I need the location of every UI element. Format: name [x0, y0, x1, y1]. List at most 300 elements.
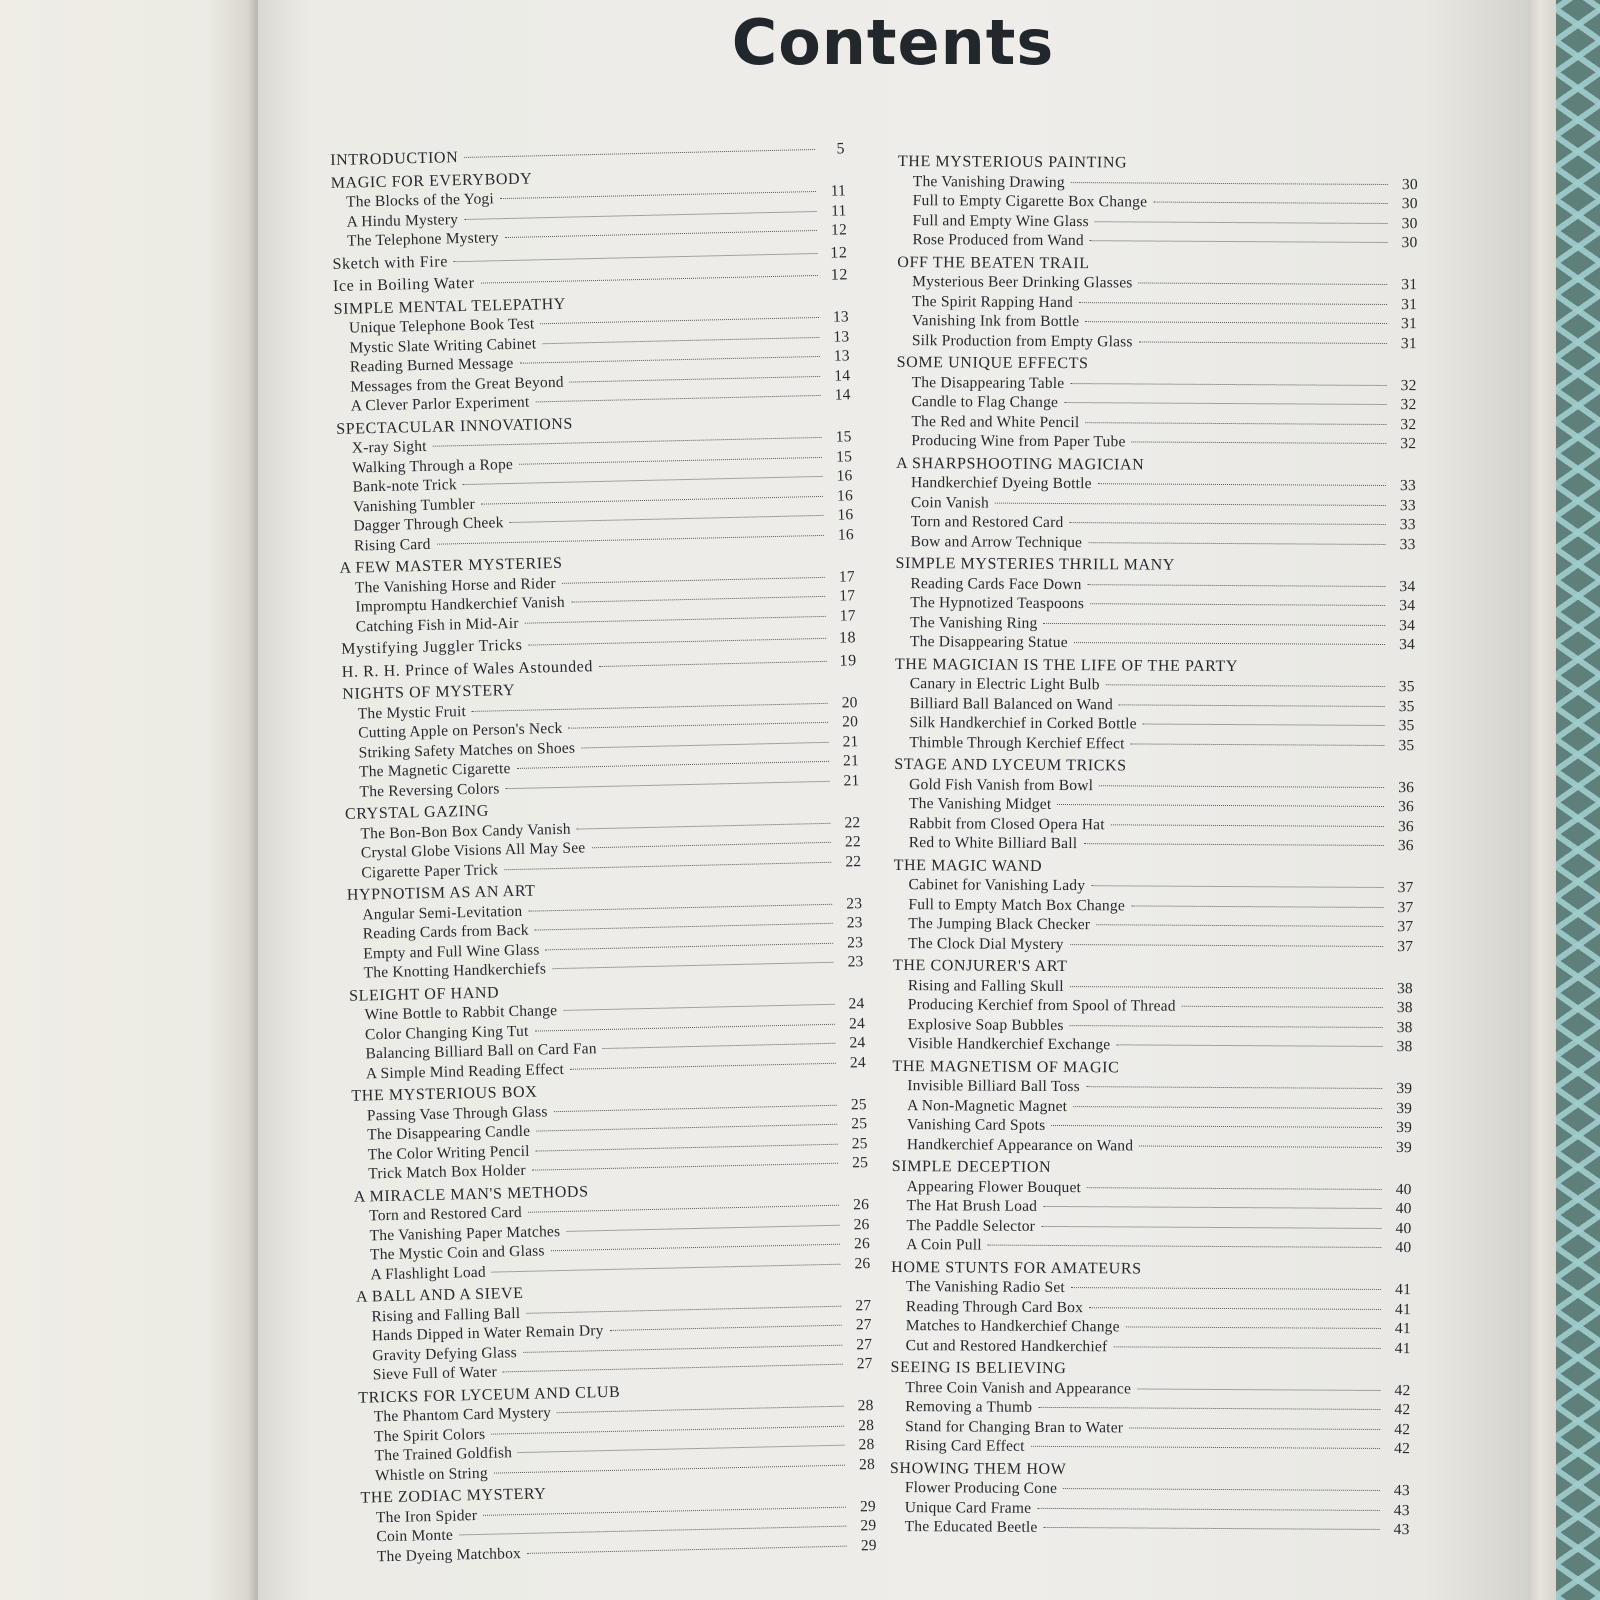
page-number: 28 — [857, 1416, 875, 1434]
page-number: 15 — [835, 428, 852, 446]
entry-title: Mystic Slate Writing Cabinet — [349, 334, 537, 357]
entry-title: The Trained Goldfish — [374, 1444, 513, 1465]
toc-entry — [894, 732, 1414, 755]
toc-left-column — [330, 139, 877, 1569]
entry-title: Flower Producing Cone — [904, 1479, 1058, 1497]
page-number: 23 — [846, 914, 863, 932]
dot-leader — [532, 1162, 838, 1171]
page-number: 35 — [1398, 736, 1415, 754]
page-number: 14 — [834, 366, 851, 385]
entry-title: Passing Vase Through Glass — [366, 1102, 548, 1124]
toc-entry — [890, 1436, 1410, 1459]
entry-title: THE ZODIAC MYSTERY — [360, 1485, 547, 1507]
entry-title: The Vanishing Midget — [908, 795, 1052, 813]
toc-entry — [895, 632, 1415, 655]
page-number: 23 — [846, 894, 863, 912]
page-number: 16 — [836, 486, 854, 505]
toc-section — [894, 755, 1415, 856]
page-number: 26 — [852, 1196, 870, 1214]
dot-leader — [1131, 904, 1383, 908]
page-number: 41 — [1394, 1320, 1411, 1338]
entry-title: Reading Burned Message — [349, 354, 514, 376]
dot-leader — [459, 1525, 846, 1536]
page-number: 40 — [1395, 1200, 1412, 1218]
dot-leader — [571, 595, 825, 603]
dot-leader — [1064, 401, 1386, 405]
page-number: 30 — [1401, 195, 1418, 213]
entry-title: Explosive Soap Bubbles — [907, 1015, 1064, 1034]
page-number: 30 — [1401, 234, 1418, 252]
entry-title: The Disappearing Statue — [909, 633, 1068, 652]
page-number: 31 — [1401, 295, 1418, 313]
entry-title: Cabinet for Vanishing Lady — [908, 876, 1086, 895]
page-number: 39 — [1396, 1080, 1413, 1098]
dot-leader — [1091, 884, 1383, 888]
dot-leader — [563, 1003, 834, 1011]
toc-section — [890, 1458, 1410, 1539]
entry-title: The Iron Spider — [375, 1506, 478, 1526]
page-number: 22 — [844, 833, 861, 851]
dot-leader — [500, 190, 816, 199]
entry-title: SLEIGHT OF HAND — [348, 983, 500, 1005]
page-number: 17 — [839, 606, 856, 625]
toc-entry — [896, 431, 1416, 454]
entry-title: THE MAGICIAN IS THE LIFE OF THE PARTY — [894, 655, 1239, 675]
dot-leader — [1031, 1445, 1380, 1449]
entry-title: X-ray Sight — [351, 437, 427, 457]
dot-leader — [1074, 641, 1385, 645]
entry-title: Torn and Restored Card — [368, 1203, 523, 1225]
entry-title: Rose Produced from Wand — [912, 231, 1084, 250]
entry-title: The Knotting Handkerchiefs — [363, 960, 547, 982]
dot-leader — [1051, 1124, 1382, 1128]
page-number: 37 — [1397, 918, 1414, 936]
dot-leader — [1085, 320, 1387, 324]
entry-title: Invisible Billiard Ball Toss — [907, 1077, 1080, 1096]
toc-entry — [890, 1517, 1410, 1540]
entry-title: Red to White Billiard Ball — [908, 834, 1078, 853]
page-number: 24 — [849, 1034, 866, 1052]
page-number: 31 — [1400, 334, 1417, 352]
dot-leader — [1037, 1506, 1379, 1510]
dot-leader — [519, 455, 822, 464]
entry-title: Canary in Electric Light Bulb — [909, 675, 1100, 694]
entry-title: The Mystic Coin and Glass — [369, 1242, 545, 1264]
page-number: 20 — [841, 693, 858, 712]
page-number: 42 — [1394, 1401, 1411, 1419]
page-number: 38 — [1396, 1018, 1413, 1036]
entry-title: Full to Empty Match Box Change — [908, 895, 1125, 914]
entry-title: Full and Empty Wine Glass — [912, 211, 1089, 230]
dot-leader — [591, 841, 830, 848]
dot-leader — [1038, 1406, 1380, 1410]
entry-title: The Spirit Rapping Hand — [912, 292, 1074, 311]
toc-section — [897, 252, 1418, 353]
dot-leader — [545, 941, 833, 950]
entry-title: The Hypnotized Teaspoons — [910, 594, 1085, 613]
dot-leader — [506, 779, 830, 788]
page-number: 30 — [1401, 214, 1418, 232]
page-number: 19 — [839, 651, 857, 670]
page-number: 31 — [1401, 315, 1418, 333]
page-number: 28 — [858, 1435, 875, 1454]
entry-title: The Vanishing Paper Matches — [369, 1222, 561, 1244]
dot-leader — [481, 494, 823, 504]
entry-title: Candle to Flag Change — [911, 393, 1059, 411]
entry-title: Bank-note Trick — [352, 476, 457, 496]
dot-leader — [492, 1262, 841, 1272]
entry-title: The Vanishing Ring — [910, 613, 1038, 632]
dot-leader — [1099, 784, 1384, 788]
entry-title: HYPNOTISM AS AN ART — [346, 882, 536, 904]
page-number: 12 — [830, 266, 849, 284]
toc-section — [339, 547, 856, 637]
dot-leader — [1041, 1224, 1381, 1228]
entry-title: Whistle on String — [374, 1464, 488, 1484]
page-number: 27 — [856, 1335, 873, 1353]
entry-title: Removing a Thumb — [905, 1398, 1033, 1416]
entry-title: The Clock Dial Mystery — [908, 934, 1064, 953]
entry-title: Torn and Restored Card — [910, 513, 1064, 532]
dot-leader — [599, 659, 827, 666]
page-number: 23 — [847, 953, 864, 971]
page-number: 43 — [1393, 1482, 1410, 1500]
page-number: 24 — [848, 995, 865, 1013]
page-number: 37 — [1397, 937, 1414, 955]
toc-entry — [897, 330, 1417, 353]
dot-leader — [1070, 985, 1383, 989]
entry-title: SHOWING THEM HOW — [889, 1459, 1067, 1478]
dot-leader — [1090, 239, 1388, 243]
toc-section — [893, 855, 1414, 956]
dot-leader — [472, 701, 828, 711]
dot-leader — [525, 614, 826, 623]
page-number: 42 — [1394, 1440, 1411, 1458]
page-number: 34 — [1399, 636, 1416, 654]
dot-leader — [481, 274, 818, 284]
toc-section — [891, 1157, 1412, 1258]
toc-section — [347, 874, 864, 983]
entry-title: Wine Bottle to Rabbit Change — [364, 1002, 558, 1024]
page-number: 32 — [1400, 396, 1417, 414]
dot-leader — [463, 475, 823, 485]
dot-leader — [554, 1103, 837, 1111]
entry-title: The Educated Beetle — [904, 1518, 1038, 1536]
dot-leader — [1089, 1306, 1381, 1310]
page-number: 22 — [845, 852, 862, 870]
entry-title: Producing Kerchief from Spool of Thread — [907, 996, 1176, 1015]
dot-leader — [491, 1424, 844, 1434]
entry-title: Matches to Handkerchief Change — [905, 1317, 1120, 1336]
dot-leader — [526, 1304, 841, 1313]
dot-leader — [1116, 1043, 1382, 1047]
page-edge — [1528, 0, 1556, 1600]
entry-title: The Disappearing Table — [911, 373, 1065, 392]
entry-title: Silk Handkerchief in Corked Bottle — [909, 714, 1137, 733]
dot-leader — [1057, 803, 1384, 807]
dot-leader — [464, 209, 816, 219]
entry-title: THE MYSTERIOUS BOX — [351, 1083, 538, 1105]
toc-section — [351, 1075, 868, 1184]
toc-entry — [897, 230, 1417, 253]
dot-leader — [1086, 1085, 1382, 1089]
entry-title: Sketch with Fire — [332, 252, 449, 273]
dot-leader — [988, 1244, 1382, 1248]
page-number: 38 — [1396, 999, 1413, 1017]
page-number: 20 — [841, 713, 859, 731]
dot-leader — [437, 533, 824, 544]
page-number: 36 — [1398, 778, 1415, 796]
entry-title: Unique Card Frame — [904, 1498, 1032, 1517]
page-number: 11 — [830, 182, 847, 200]
dot-leader — [542, 335, 819, 343]
dot-leader — [1139, 281, 1388, 285]
toc-right-column — [890, 152, 1418, 1543]
page-number: 26 — [854, 1254, 871, 1272]
toc-entry — [892, 1134, 1412, 1157]
toc-section — [892, 956, 1413, 1057]
entry-title: The Vanishing Drawing — [912, 172, 1065, 191]
page-number: 27 — [856, 1355, 873, 1373]
entry-title: The Blocks of the Yogi — [345, 190, 495, 211]
dot-leader — [1095, 220, 1388, 224]
dot-leader — [1132, 440, 1387, 444]
page-number: 42 — [1394, 1420, 1411, 1438]
dot-leader — [1070, 382, 1386, 386]
entry-title: Thimble Through Kerchief Effect — [909, 733, 1125, 752]
entry-title: Cigarette Paper Trick — [361, 860, 499, 881]
page-number: 38 — [1396, 1038, 1413, 1056]
page-number: 11 — [830, 201, 847, 220]
entry-title: A SHARPSHOOTING MAGICIAN — [896, 454, 1145, 474]
entry-title: Reading Cards Face Down — [910, 574, 1082, 593]
entry-title: Reading Through Card Box — [905, 1297, 1084, 1316]
toc-entry — [891, 1235, 1411, 1258]
entry-title: A FEW MASTER MYSTERIES — [339, 554, 563, 577]
entry-title: Striking Safety Matches on Shoes — [358, 739, 576, 762]
page-number: 43 — [1393, 1501, 1410, 1519]
page-number: 21 — [843, 771, 860, 790]
entry-title: SIMPLE MENTAL TELEPATHY — [333, 295, 567, 318]
dot-leader — [535, 922, 833, 931]
dot-leader — [1088, 541, 1385, 545]
page-number: 17 — [838, 567, 855, 586]
entry-title: The Mystic Fruit — [357, 702, 467, 723]
dot-leader — [528, 1204, 839, 1213]
dot-leader — [562, 575, 825, 583]
entry-title: NIGHTS OF MYSTERY — [342, 681, 516, 703]
dot-leader — [566, 1223, 839, 1231]
entry-title: The Magnetic Cigarette — [358, 760, 511, 781]
entry-title: The Color Writing Pencil — [367, 1142, 530, 1163]
page-number: 35 — [1398, 678, 1415, 696]
entry-title: Catching Fish in Mid-Air — [355, 614, 519, 636]
entry-title: Handkerchief Dyeing Bottle — [910, 474, 1092, 493]
page-number: 33 — [1399, 535, 1416, 553]
toc-section — [333, 288, 851, 417]
background-basket — [1556, 0, 1600, 1600]
entry-title: Empty and Full Wine Glass — [363, 940, 540, 962]
dot-leader — [1153, 201, 1387, 204]
page-number: 39 — [1396, 1119, 1413, 1137]
dot-leader — [610, 1324, 842, 1331]
entry-title: A Flashlight Load — [370, 1263, 487, 1283]
entry-title: The Disappearing Candle — [367, 1122, 531, 1144]
page-number: 13 — [833, 327, 850, 346]
entry-title: Gold Fish Vanish from Bowl — [909, 775, 1094, 794]
dot-leader — [1096, 923, 1383, 927]
page-number: 37 — [1397, 898, 1414, 916]
entry-title: Three Coin Vanish and Appearance — [905, 1378, 1132, 1397]
page-number: 26 — [853, 1235, 871, 1253]
dot-leader — [995, 501, 1386, 505]
dot-leader — [520, 355, 820, 364]
toc-entry — [894, 833, 1414, 856]
page-number: 18 — [838, 629, 857, 647]
entry-title: Trick Match Box Holder — [368, 1161, 526, 1183]
page-number: 37 — [1397, 879, 1414, 897]
page-number: 22 — [844, 813, 861, 831]
dot-leader — [528, 637, 826, 646]
toc-section — [331, 162, 848, 252]
dot-leader — [1111, 823, 1384, 827]
page-number: 36 — [1398, 798, 1415, 816]
entry-title: Hands Dipped in Water Remain Dry — [371, 1322, 604, 1345]
page-number: 34 — [1399, 616, 1416, 634]
page-number: 41 — [1394, 1339, 1411, 1357]
entry-title: The Dyeing Matchbox — [376, 1544, 522, 1565]
entry-title: A Coin Pull — [906, 1236, 982, 1254]
page-number: 16 — [836, 467, 853, 485]
page-number: 29 — [860, 1536, 877, 1554]
entry-title: Visible Handkerchief Exchange — [907, 1035, 1111, 1054]
page-number: 41 — [1394, 1300, 1411, 1318]
page-number: 33 — [1399, 516, 1416, 534]
page-number: 39 — [1395, 1138, 1412, 1156]
toc-section — [896, 453, 1417, 554]
page-number: 39 — [1396, 1099, 1413, 1117]
page-number: 24 — [848, 1014, 866, 1032]
entry-title: Bow and Arrow Technique — [910, 532, 1083, 551]
page-number: 12 — [830, 243, 848, 262]
entry-title: Coin Monte — [376, 1526, 454, 1546]
page-number: 28 — [858, 1455, 876, 1473]
dot-leader — [1043, 1205, 1381, 1209]
left-page — [0, 0, 258, 1600]
dot-leader — [536, 1142, 838, 1151]
toc-section — [891, 1257, 1412, 1358]
dot-leader — [1137, 1387, 1380, 1390]
toc-section — [890, 1358, 1411, 1459]
page-number: 21 — [842, 752, 860, 770]
entry-title: INTRODUCTION — [330, 149, 459, 169]
entry-title: The Hat Brush Load — [906, 1197, 1038, 1215]
page-number: 38 — [1396, 979, 1413, 997]
entry-title: The Vanishing Radio Set — [906, 1278, 1065, 1297]
entry-title: Vanishing Ink from Bottle — [911, 312, 1080, 331]
dot-leader — [1085, 421, 1386, 425]
entry-title: Balancing Billiard Ball on Card Fan — [365, 1040, 597, 1063]
entry-title: SEEING IS BELIEVING — [890, 1358, 1067, 1378]
page-number: 24 — [849, 1053, 867, 1071]
entry-title: Vanishing Card Spots — [907, 1116, 1046, 1134]
page-number: 35 — [1398, 717, 1415, 735]
entry-title: Reading Cards from Back — [362, 921, 529, 943]
dot-leader — [540, 316, 819, 324]
entry-title: A Non-Magnetic Magnet — [907, 1096, 1068, 1115]
dot-leader — [1098, 482, 1386, 486]
page-title: Contents — [731, 6, 1055, 79]
dot-leader — [570, 1061, 836, 1069]
entry-title: MAGIC FOR EVERYBODY — [330, 169, 533, 192]
page-number: 42 — [1394, 1381, 1411, 1399]
dot-leader — [1063, 1487, 1380, 1491]
dot-leader — [518, 1444, 844, 1453]
toc-section — [897, 152, 1418, 253]
page-number: 40 — [1395, 1180, 1412, 1198]
dot-leader — [1079, 301, 1387, 305]
dot-leader — [557, 1405, 844, 1414]
dot-leader — [528, 902, 832, 911]
dot-leader — [433, 436, 822, 447]
toc-section — [349, 975, 866, 1084]
page-number: 33 — [1400, 477, 1417, 495]
entry-title: A BALL AND A SIEVE — [355, 1284, 524, 1306]
page-number: 32 — [1400, 415, 1417, 433]
entry-title: Rising Card Effect — [905, 1437, 1025, 1455]
entry-title: Appearing Flower Bouquet — [906, 1177, 1082, 1196]
page-number: 30 — [1401, 175, 1418, 193]
dot-leader — [1073, 1105, 1382, 1109]
entry-title: Mysterious Beer Drinking Glasses — [912, 273, 1133, 292]
entry-title: STAGE AND LYCEUM TRICKS — [894, 755, 1127, 775]
dot-leader — [534, 1022, 834, 1031]
entry-title: Rising and Falling Ball — [371, 1304, 521, 1325]
dot-leader — [581, 740, 828, 748]
entry-title: A Hindu Mystery — [346, 210, 459, 231]
page-number: 32 — [1400, 435, 1417, 453]
entry-title: Gravity Defying Glass — [372, 1343, 518, 1364]
page-number: 32 — [1400, 376, 1417, 394]
dot-leader — [1139, 1144, 1382, 1147]
dot-leader — [1070, 1024, 1383, 1028]
entry-title: Crystal Globe Visions All May See — [360, 839, 586, 862]
dot-leader — [494, 1463, 845, 1473]
page-number: 15 — [835, 447, 853, 466]
dot-leader — [1143, 723, 1385, 726]
page-number: 33 — [1399, 496, 1416, 514]
page-number: 31 — [1401, 276, 1418, 294]
entry-title: A Simple Mind Reading Effect — [365, 1060, 565, 1082]
page-number: 13 — [832, 308, 850, 326]
dot-leader — [527, 1544, 847, 1553]
entry-title: THE MAGNETISM OF MAGIC — [892, 1057, 1120, 1076]
toc-section — [895, 554, 1416, 655]
entry-title: OFF THE BEATEN TRAIL — [897, 253, 1090, 272]
dot-leader — [504, 860, 831, 869]
toc-section — [356, 1276, 873, 1385]
dot-leader — [503, 1363, 843, 1373]
entry-title: Unique Telephone Book Test — [348, 315, 535, 337]
page-number: 34 — [1399, 597, 1416, 615]
dot-leader — [523, 1343, 842, 1352]
toc-section — [358, 1376, 875, 1485]
entry-title: SOME UNIQUE EFFECTS — [896, 353, 1089, 373]
dot-leader — [464, 148, 815, 158]
entry-title: SPECTACULAR INNOVATIONS — [336, 415, 574, 438]
dot-leader — [1044, 1526, 1380, 1530]
page-number: 27 — [855, 1316, 872, 1334]
